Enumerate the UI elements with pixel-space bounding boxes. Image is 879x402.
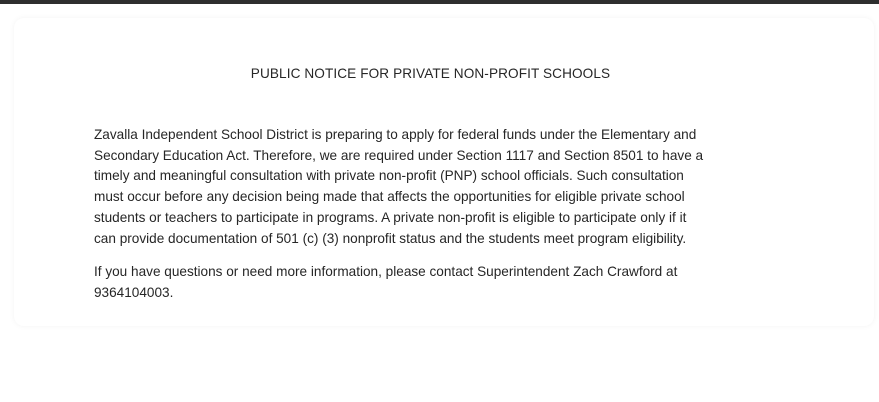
paragraph-1-line: students or teachers to participate in programs. A private non-profit is eligible to participate only if it (94, 209, 687, 225)
notice-page (14, 18, 874, 326)
top-border-bar (0, 0, 879, 4)
notice-paragraph-2 (94, 262, 784, 303)
paragraph-2-line: If you have questions or need more information, please contact Superintendent Zach Crawford at (94, 264, 678, 279)
notice-title: PUBLIC NOTICE FOR PRIVATE NON-PROFIT SCHOOLS (250, 66, 611, 81)
paragraph-1-line: Zavalla Independent School District is preparing to apply for federal funds under the Elementary and (94, 127, 697, 142)
notice-paragraph-1 (94, 125, 784, 249)
paragraph-1-line: must occur before any decision being made that affects the opportunities for eligible private school (94, 189, 685, 205)
paragraph-1-line: Secondary Education Act. Therefore, we are required under Section 1117 and Section 8501 to have a (94, 147, 704, 163)
paragraph-1-line: timely and meaningful consultation with private non-profit (PNP) school officials. Such consultation (94, 168, 684, 184)
contact-phone: 9364104003. (94, 284, 174, 300)
paragraph-1-line: can provide documentation of 501 (c) (3) nonprofit status and the students meet program eligibility. (94, 230, 687, 246)
